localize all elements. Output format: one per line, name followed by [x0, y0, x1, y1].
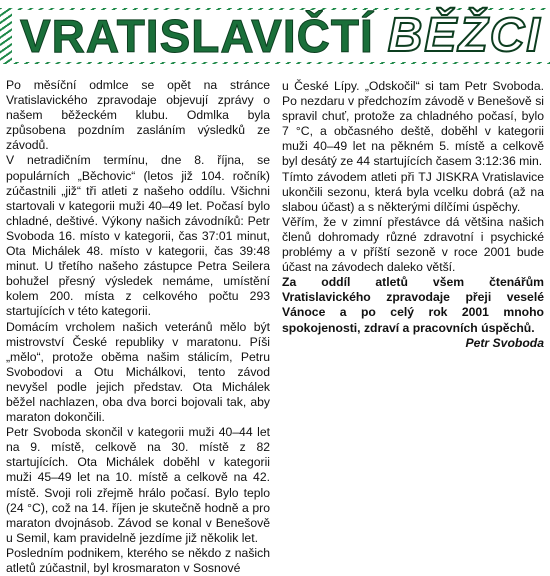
- left-column: [6, 78, 270, 576]
- paragraph: V netradičním termínu, dne 8. října, se populárních „Běchovic“ (letos již 104. ročník) zúčastnili „již“ tři atleti z našeho oddílu. Všichni startovali v kategorii muži 40–49 let. Počasí bylo chladné, deštivé. Výkony našich závodníků: Petr Svoboda 16. místo v kategorii, čas 37:01 minut, Ota Michálek 48. místo v kategorii, čas 39:48 minut. U třetího našeho zástupce Petra Seilera bohužel přesný výsledek nemáme, umístění kolem 200. místa z celkového počtu 293 startujících v této kategorii.: [6, 153, 270, 319]
- closing-greeting: Za oddíl atletů všem čtenářům Vratislavického zpravodaje přeji veselé Vánoce a po celý rok 2001 mnoho spokojenosti, zdraví a pracovních úspěchů.: [282, 275, 544, 335]
- paragraph: u České Lípy. „Odskočil“ si tam Petr Svoboda. Po nezdaru v předchozím závodě v Benešově si spravil chuť, protože za chladného počasí, bylo 7 °C, a občasného deště, doběhl v kategorii muži 40–49 let na pěkném 5. místě a celkově byl desátý ze 44 startujících časem 3:12:36 min.: [282, 79, 544, 169]
- author-signature: Petr Svoboda: [465, 335, 544, 350]
- paragraph: Po měsíční odmlce se opět na stránce Vratislavického zpravodaje objevují zprávy o našem běžeckém klubu. Odmlka byla způsobena pozdním zasláním výsledků ze závodů.: [6, 78, 270, 153]
- masthead: [0, 0, 550, 74]
- title-main-text: VRATISLAVIČTÍ: [20, 10, 374, 62]
- article-title: [12, 10, 550, 62]
- paragraph: Domácím vrcholem našich veteránů mělo být mistrovství České republiky v maratonu. Píši „mělo“, protože oběma našim stálicím, Petru Svobodovi a Otu Michálkovi, tento závod nevyšel podle jejich představ. Ota Michálek běžel nachlazen, oba dva borci bojovali tak, aby maraton dokončili.: [6, 319, 270, 425]
- paragraph: Posledním podnikem, kterého se někdo z našich atletů zúčastnil, byl krosmaraton v Sosnové: [6, 545, 270, 575]
- paragraph: Věřím, že v zimní přestávce dá většina našich členů dohromady různé zdravotní i psychické problémy a v příští sezoně v roce 2001 bude účast na závodech daleko větší.: [282, 214, 544, 275]
- title-accent-text: BĚŽCI: [387, 9, 542, 62]
- paragraph: Tímto závodem atleti při TJ JISKRA Vratislavice ukončili sezonu, která byla vcelku dobrá (až na slabou účast) a s některými dílčími úspěchy.: [282, 169, 544, 214]
- right-column: [282, 79, 544, 351]
- paragraph: Petr Svoboda skončil v kategorii muži 40–44 let na 9. místě, celkově na 30. místě z 82 startujících. Ota Michálek doběhl v kategorii muži 45–49 let na 10. místě a celkově na 42. místě. Svoji roli zřejmě hrálo počasí. Bylo teplo (24 °C), což na 14. říjen je skutečně hodně a pro maraton dvojnásob. Závod se konal v Benešově u Semil, kam pravidelně jezdíme již několik let.: [6, 425, 270, 545]
